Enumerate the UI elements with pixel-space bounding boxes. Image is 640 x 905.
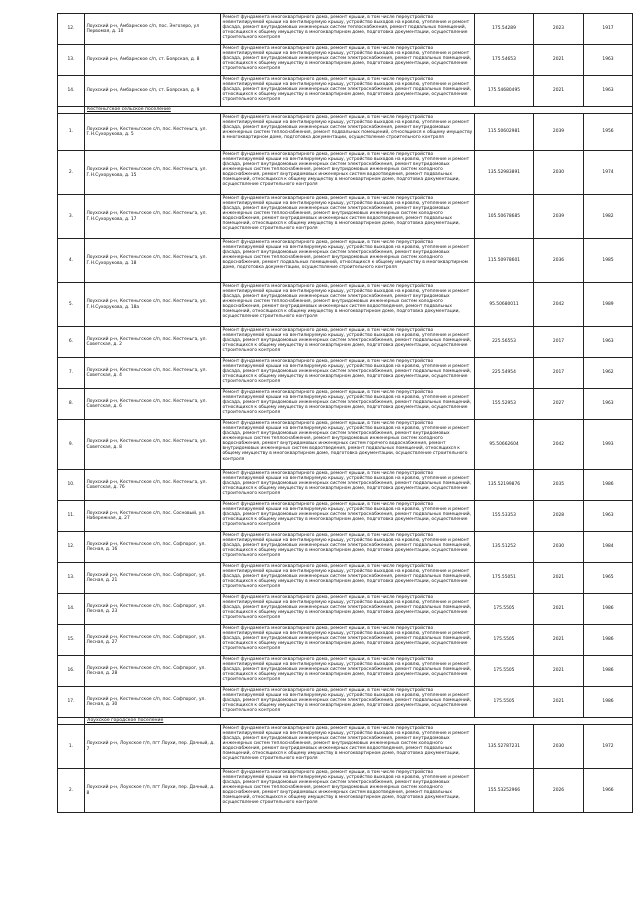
works-description-cell: Ремонт фундамента многоквартирного дома, ремонт крыши, в том числе переустройство невентилируемой крыши на вентилируемую крышу, устройство выходов на кровлю, утепление и ремонт фасада, ремонт внутридомовых инженерных систем электроснабжения, ремонт подвальных помещений, относящихся к общему имуществу в многоквартирном доме, подготовка документации, осуществление строительного контроля	[221, 76, 475, 107]
table-row	[58, 656, 633, 687]
works-description-cell: Ремонт фундамента многоквартирного дома, ремонт крыши, в том числе переустройство невентилируемой крыши на вентилируемую крышу, устройство выходов на кровлю, утепление и ремонт фасада, ремонт внутридомовых инженерных систем электроснабжения, ремонт внутридомовых инженерных систем теплоснабжения, ремонт внутридомовых инженерных систем холодного водоснабжения, ремонт внутридомовых инженерных систем водоотведения, ремонт подвальных помещений, относящихся к общему имуществу в многоквартирном доме, подготовка документации, осуществление строительного контроля	[221, 769, 475, 813]
works-description-cell: Ремонт фундамента многоквартирного дома, ремонт крыши, в том числе переустройство невентилируемой крыши на вентилируемую крышу, устройство выходов на кровлю, утепление и ремонт фасада, ремонт внутридомовых инженерных систем электроснабжения, ремонт внутридомовых инженерных систем теплоснабжения, ремонт внутридомовых инженерных систем холодного водоснабжения, ремонт внутридомовых инженерных систем водоотведения, ремонт подвальных помещений, относящихся к общему имуществу в многоквартирном доме, подготовка документации, осуществление строительного контроля	[221, 725, 475, 769]
works-description-cell: Ремонт фундамента многоквартирного дома, ремонт крыши, в том числе переустройство невентилируемой крыши на вентилируемую крышу, устройство выходов на кровлю, утепление и ремонт фасада, ремонт внутридомовых инженерных систем электроснабжения, ремонт подвальных помещений, относящихся к общему имуществу в многоквартирном доме, подготовка документации, осуществление строительного контроля	[221, 45, 475, 76]
row-number: 15.	[58, 625, 85, 656]
row-number: 14.	[58, 76, 85, 107]
built-year-cell: 1985	[584, 239, 633, 283]
row-number: 2.	[58, 769, 85, 813]
built-year-cell: 1986	[584, 594, 633, 625]
table-row	[58, 687, 633, 718]
address-cell: Лоухский р-н, Амбарнское с/п, ст. Боярская, д. 8	[85, 45, 221, 76]
table-row	[58, 532, 633, 563]
year-cell: 2027	[534, 389, 584, 420]
document-page	[57, 13, 632, 813]
row-number: 13.	[58, 563, 85, 594]
works-description-cell: Ремонт фундамента многоквартирного дома, ремонт крыши, в том числе переустройство невентилируемой крыши на вентилируемую крышу, устройство выходов на кровлю, утепление и ремонт фасада, ремонт внутридомовых инженерных систем электроснабжения, ремонт внутридомовых инженерных систем теплоснабжения, ремонт подвальных помещений, относящихся к общему имуществу в многоквартирном доме, подготовка документации, осуществление строительного контроля	[221, 114, 475, 151]
table-row	[58, 594, 633, 625]
built-year-cell: 1963	[584, 45, 633, 76]
row-number: 3.	[58, 195, 85, 239]
table-row	[58, 195, 633, 239]
cost-cell: 115.50978601	[475, 239, 534, 283]
section-title: Кестеньгское сельское поселение	[85, 107, 633, 114]
built-year-cell: 1965	[584, 563, 633, 594]
address-cell: Лоухский р-н, Кестеньгское с/п, пос. Софпорог, ул. Лесная, д. 30	[85, 687, 221, 718]
capital-repair-table	[57, 13, 633, 813]
row-number: 8.	[58, 389, 85, 420]
address-cell: Лоухский р-н, Лоухское г/п, пгт Лоухи, пер. Дачный, д. 8	[85, 769, 221, 813]
cost-cell: 225.54954	[475, 358, 534, 389]
year-cell: 2030	[534, 532, 584, 563]
built-year-cell: 1984	[584, 532, 633, 563]
year-cell: 2021	[534, 687, 584, 718]
built-year-cell: 1974	[584, 151, 633, 195]
year-cell: 2026	[534, 769, 584, 813]
built-year-cell: 1963	[584, 389, 633, 420]
section-row	[58, 718, 633, 725]
address-cell: Лоухский р-н, Кестеньгское с/п, пос. Софпорог, ул. Лесная, д. 28	[85, 656, 221, 687]
cost-cell: 175.5505	[475, 625, 534, 656]
works-description-cell: Ремонт фундамента многоквартирного дома, ремонт крыши, в том числе переустройство невентилируемой крыши на вентилируемую крышу, устройство выходов на кровлю, утепление и ремонт фасада, ремонт внутридомовых инженерных систем электроснабжения, ремонт подвальных помещений, относящихся к общему имуществу в многоквартирном доме, подготовка документации, осуществление строительного контроля	[221, 389, 475, 420]
year-cell: 2042	[534, 283, 584, 327]
built-year-cell: 1963	[584, 501, 633, 532]
address-cell: Лоухский р-н, Лоухское г/п, пгт Лоухи, пер. Дачный, д. 7	[85, 725, 221, 769]
cost-cell: 175.54680495	[475, 76, 534, 107]
cost-cell: 175.54653	[475, 45, 534, 76]
cost-cell: 155.53252966	[475, 769, 534, 813]
works-description-cell: Ремонт фундамента многоквартирного дома, ремонт крыши, в том числе переустройство невентилируемой крыши на вентилируемую крышу, устройство выходов на кровлю, утепление и ремонт фасада, ремонт внутридомовых инженерных систем электроснабжения, ремонт подвальных помещений, относящихся к общему имуществу в многоквартирном доме, подготовка документации, осуществление строительного контроля	[221, 563, 475, 594]
cost-cell: 225.56553	[475, 327, 534, 358]
address-cell: Лоухский р-н, Кестеньгское с/п, пос. Кестеньга, ул. Советская, д. 2	[85, 327, 221, 358]
address-cell: Лоухский р-н, Кестеньгское с/п, пос. Софпорог, ул. Лесная, д. 21	[85, 563, 221, 594]
address-cell: Лоухский р-н, Кестеньгское с/п, пос. Кестеньга, ул. Советская, д. 8	[85, 420, 221, 470]
cost-cell: 175.5505	[475, 687, 534, 718]
built-year-cell: 1986	[584, 470, 633, 501]
table-row	[58, 725, 633, 769]
address-cell: Лоухский р-н, Кестеньгское с/п, пос. Кестеньга, ул. Советская, д. 76	[85, 470, 221, 501]
works-description-cell: Ремонт фундамента многоквартирного дома, ремонт крыши, в том числе переустройство невентилируемой крыши на вентилируемую крышу, устройство выходов на кровлю, утепление и ремонт фасада, ремонт внутридомовых инженерных систем теплоснабжения, ремонт подвальных помещений, относящихся к общему имуществу в многоквартирном доме, подготовка документации, осуществление строительного контроля	[221, 14, 475, 45]
row-number: 17.	[58, 687, 85, 718]
table-row	[58, 769, 633, 813]
built-year-cell: 1966	[584, 769, 633, 813]
address-cell: Лоухский р-н, Амбарнское с/п, пос. Энгозеро, ул Первомая, д. 10	[85, 14, 221, 45]
table-row	[58, 563, 633, 594]
row-number: 4.	[58, 239, 85, 283]
cost-cell: 175.55051	[475, 563, 534, 594]
year-cell: 2017	[534, 358, 584, 389]
year-cell: 2021	[534, 45, 584, 76]
table-row	[58, 389, 633, 420]
built-year-cell: 1962	[584, 358, 633, 389]
year-cell: 2039	[534, 114, 584, 151]
built-year-cell: 1993	[584, 420, 633, 470]
address-cell: Лоухский р-н, Кестеньгское с/п, пос. Кестеньга, ул. Г.Н.Сухоруковa, д. 15	[85, 151, 221, 195]
built-year-cell: 1917	[584, 14, 633, 45]
row-number: 11.	[58, 501, 85, 532]
built-year-cell: 1986	[584, 625, 633, 656]
table-row	[58, 358, 633, 389]
year-cell: 2030	[534, 151, 584, 195]
cost-cell: 175.54289	[475, 14, 534, 45]
year-cell: 2042	[534, 420, 584, 470]
row-number: 12.	[58, 14, 85, 45]
table-row	[58, 151, 633, 195]
section-spacer	[58, 107, 85, 114]
address-cell: Лоухский р-н, Кестеньгское с/п, пос. Кестеньга, ул. Г.Н.Сухоруковa, д. 5	[85, 114, 221, 151]
works-description-cell: Ремонт фундамента многоквартирного дома, ремонт крыши, в том числе переустройство невентилируемой крыши на вентилируемую крышу, устройство выходов на кровлю, утепление и ремонт фасада, ремонт внутридомовых инженерных систем электроснабжения, ремонт подвальных помещений, относящихся к общему имуществу в многоквартирном доме, подготовка документации, осуществление строительного контроля	[221, 358, 475, 389]
cost-cell: 95.50662604	[475, 420, 534, 470]
table-body	[58, 14, 633, 813]
built-year-cell: 1989	[584, 283, 633, 327]
table-row	[58, 114, 633, 151]
table-row	[58, 76, 633, 107]
row-number: 5.	[58, 283, 85, 327]
built-year-cell: 1963	[584, 327, 633, 358]
cost-cell: 95.50680011	[475, 283, 534, 327]
year-cell: 2021	[534, 594, 584, 625]
built-year-cell: 1972	[584, 725, 633, 769]
row-number: 12.	[58, 532, 85, 563]
works-description-cell: Ремонт фундамента многоквартирного дома, ремонт крыши, в том числе переустройство невентилируемой крыши на вентилируемую крышу, устройство выходов на кровлю, утепление и ремонт фасада, ремонт внутридомовых инженерных систем электроснабжения, ремонт внутридомовых инженерных систем теплоснабжения, ремонт внутридомовых инженерных систем холодного водоснабжения, ремонт внутридомовых инженерных систем водоотведения, ремонт подвальных помещений, относящихся к общему имуществу в многоквартирном доме, подготовка документации, осуществление строительного контроля	[221, 283, 475, 327]
address-cell: Лоухский р-н, Кестеньгское с/п, пос. Кестеньга, ул. Г.Н.Сухоруковa, д. 18а	[85, 283, 221, 327]
address-cell: Лоухский р-н, Кестеньгское с/п, пос. Кестеньга, ул. Советская, д. 4	[85, 358, 221, 389]
works-description-cell: Ремонт фундамента многоквартирного дома, ремонт крыши, в том числе переустройство невентилируемой крыши на вентилируемую крышу, устройство выходов на кровлю, утепление и ремонт фасада, ремонт внутридомовых инженерных систем электроснабжения, ремонт подвальных помещений, относящихся к общему имуществу в многоквартирном доме, подготовка документации, осуществление строительного контроля	[221, 625, 475, 656]
built-year-cell: 1986	[584, 656, 633, 687]
address-cell: Лоухский р-н, Кестеньгское с/п, пос. Кестеньга, ул. Советская, д. 6	[85, 389, 221, 420]
table-row	[58, 625, 633, 656]
works-description-cell: Ремонт фундамента многоквартирного дома, ремонт крыши, в том числе переустройство невентилируемой крыши на вентилируемую крышу, устройство выходов на кровлю, утепление и ремонт фасада, ремонт внутридомовых инженерных систем электроснабжения, ремонт внутридомовых инженерных систем теплоснабжения, ремонт внутридомовых инженерных систем холодного водоснабжения, ремонт внутридомовых инженерных систем горячего водоснабжения, ремонт внутридомовых инженерных систем водоотведения, ремонт подвальных помещений, относящихся к общему имуществу в многоквартирном доме, подготовка документации, осуществление строительного контроля	[221, 420, 475, 470]
year-cell: 2023	[534, 14, 584, 45]
section-row	[58, 107, 633, 114]
table-row	[58, 470, 633, 501]
cost-cell: 155.53353	[475, 501, 534, 532]
year-cell: 2030	[534, 725, 584, 769]
year-cell: 2021	[534, 563, 584, 594]
cost-cell: 135.51252	[475, 532, 534, 563]
row-number: 1.	[58, 114, 85, 151]
cost-cell: 155.52953	[475, 389, 534, 420]
row-number: 2.	[58, 151, 85, 195]
built-year-cell: 1963	[584, 76, 633, 107]
row-number: 1.	[58, 725, 85, 769]
year-cell: 2017	[534, 327, 584, 358]
address-cell: Лоухский р-н, Кестеньгское с/п, пос. Сосновый, ул. Набережная, д. 27	[85, 501, 221, 532]
address-cell: Лоухский р-н, Кестеньгское с/п, пос. Кестеньга, ул. Г.Н.Сухоруковa, д. 17	[85, 195, 221, 239]
row-number: 7.	[58, 358, 85, 389]
row-number: 16.	[58, 656, 85, 687]
cost-cell: 175.5505	[475, 594, 534, 625]
works-description-cell: Ремонт фундамента многоквартирного дома, ремонт крыши, в том числе переустройство невентилируемой крыши на вентилируемую крышу, устройство выходов на кровлю, утепление и ремонт фасада, ремонт внутридомовых инженерных систем электроснабжения, ремонт подвальных помещений, относящихся к общему имуществу в многоквартирном доме, подготовка документации, осуществление строительного контроля	[221, 532, 475, 563]
table-row	[58, 420, 633, 470]
year-cell: 2021	[534, 625, 584, 656]
cost-cell: 135.52787231	[475, 725, 534, 769]
works-description-cell: Ремонт фундамента многоквартирного дома, ремонт крыши, в том числе переустройство невентилируемой крыши на вентилируемую крышу, устройство выходов на кровлю, утепление и ремонт фасада, ремонт внутридомовых инженерных систем электроснабжения, ремонт подвальных помещений, относящихся к общему имуществу в многоквартирном доме, подготовка документации, осуществление строительного контроля	[221, 470, 475, 501]
year-cell: 2028	[534, 501, 584, 532]
built-year-cell: 1982	[584, 195, 633, 239]
works-description-cell: Ремонт фундамента многоквартирного дома, ремонт крыши, в том числе переустройство невентилируемой крыши на вентилируемую крышу, устройство выходов на кровлю, утепление и ремонт фасада, ремонт внутридомовых инженерных систем электроснабжения, ремонт внутридомовых инженерных систем теплоснабжения, ремонт внутридомовых инженерных систем холодного водоснабжения, ремонт подвальных помещений, относящихся к общему имуществу в многоквартирном доме, подготовка документации, осуществление строительного контроля	[221, 239, 475, 283]
cost-cell: 135.52983891	[475, 151, 534, 195]
year-cell: 2035	[534, 470, 584, 501]
table-row	[58, 45, 633, 76]
table-row	[58, 327, 633, 358]
cost-cell: 135.52199876	[475, 470, 534, 501]
cost-cell: 105.50678685	[475, 195, 534, 239]
address-cell: Лоухский р-н, Кестеньгское с/п, пос. Софпорог, ул. Лесная, д. 16	[85, 532, 221, 563]
works-description-cell: Ремонт фундамента многоквартирного дома, ремонт крыши, в том числе переустройство невентилируемой крыши на вентилируемую крышу, устройство выходов на кровлю, утепление и ремонт фасада, ремонт внутридомовых инженерных систем электроснабжения, ремонт подвальных помещений, относящихся к общему имуществу в многоквартирном доме, подготовка документации, осуществление строительного контроля	[221, 656, 475, 687]
table-row	[58, 239, 633, 283]
address-cell: Лоухский р-н, Кестеньгское с/п, пос. Софпорог, ул. Лесная, д. 27	[85, 625, 221, 656]
address-cell: Лоухский р-н, Кестеньгское с/п, пос. Софпорог, ул. Лесная, д. 23	[85, 594, 221, 625]
section-title: Лоухское городское поселение	[85, 718, 633, 725]
year-cell: 2039	[534, 195, 584, 239]
works-description-cell: Ремонт фундамента многоквартирного дома, ремонт крыши, в том числе переустройство невентилируемой крыши на вентилируемую крышу, устройство выходов на кровлю, утепление и ремонт фасада, ремонт внутридомовых инженерных систем электроснабжения, ремонт подвальных помещений, относящихся к общему имуществу в многоквартирном доме, подготовка документации, осуществление строительного контроля	[221, 594, 475, 625]
works-description-cell: Ремонт фундамента многоквартирного дома, ремонт крыши, в том числе переустройство невентилируемой крыши на вентилируемую крышу, устройство выходов на кровлю, утепление и ремонт фасада, ремонт внутридомовых инженерных систем электроснабжения, ремонт подвальных помещений, относящихся к общему имуществу в многоквартирном доме, подготовка документации, осуществление строительного контроля	[221, 327, 475, 358]
table-row	[58, 14, 633, 45]
address-cell: Лоухский р-н, Амбарнское с/п, ст. Боярская, д. 9	[85, 76, 221, 107]
section-spacer	[58, 718, 85, 725]
works-description-cell: Ремонт фундамента многоквартирного дома, ремонт крыши, в том числе переустройство невентилируемой крыши на вентилируемую крышу, устройство выходов на кровлю, утепление и ремонт фасада, ремонт внутридомовых инженерных систем электроснабжения, ремонт внутридомовых инженерных систем теплоснабжения, ремонт внутридомовых инженерных систем холодного водоснабжения, ремонт внутридомовых инженерных систем водоотведения, ремонт подвальных помещений, относящихся к общему имуществу в многоквартирном доме, подготовка документации, осуществление строительного контроля	[221, 151, 475, 195]
cost-cell: 115.50602981	[475, 114, 534, 151]
table-row	[58, 283, 633, 327]
address-cell: Лоухский р-н, Кестеньгское с/п, пос. Кестеньга, ул. Г.Н.Сухоруковa, д. 18	[85, 239, 221, 283]
table-row	[58, 501, 633, 532]
row-number: 10.	[58, 470, 85, 501]
works-description-cell: Ремонт фундамента многоквартирного дома, ремонт крыши, в том числе переустройство невентилируемой крыши на вентилируемую крышу, устройство выходов на кровлю, утепление и ремонт фасада, ремонт внутридомовых инженерных систем электроснабжения, ремонт внутридомовых инженерных систем теплоснабжения, ремонт внутридомовых инженерных систем холодного водоснабжения, ремонт внутридомовых инженерных систем водоотведения, ремонт подвальных помещений, относящихся к общему имуществу в многоквартирном доме, подготовка документации, осуществление строительного контроля	[221, 195, 475, 239]
year-cell: 2021	[534, 656, 584, 687]
row-number: 6.	[58, 327, 85, 358]
works-description-cell: Ремонт фундамента многоквартирного дома, ремонт крыши, в том числе переустройство невентилируемой крыши на вентилируемую крышу, устройство выходов на кровлю, утепление и ремонт фасада, ремонт внутридомовых инженерных систем электроснабжения, ремонт подвальных помещений, относящихся к общему имуществу в многоквартирном доме, подготовка документации, осуществление строительного контроля	[221, 687, 475, 718]
year-cell: 2021	[534, 76, 584, 107]
row-number: 13.	[58, 45, 85, 76]
cost-cell: 175.5505	[475, 656, 534, 687]
row-number: 14.	[58, 594, 85, 625]
year-cell: 2036	[534, 239, 584, 283]
row-number: 9.	[58, 420, 85, 470]
built-year-cell: 1986	[584, 687, 633, 718]
built-year-cell: 1956	[584, 114, 633, 151]
works-description-cell: Ремонт фундамента многоквартирного дома, ремонт крыши, в том числе переустройство невентилируемой крыши на вентилируемую крышу, устройство выходов на кровлю, утепление и ремонт фасада, ремонт внутридомовых инженерных систем электроснабжения, ремонт подвальных помещений, относящихся к общему имуществу в многоквартирном доме, подготовка документации, осуществление строительного контроля	[221, 501, 475, 532]
